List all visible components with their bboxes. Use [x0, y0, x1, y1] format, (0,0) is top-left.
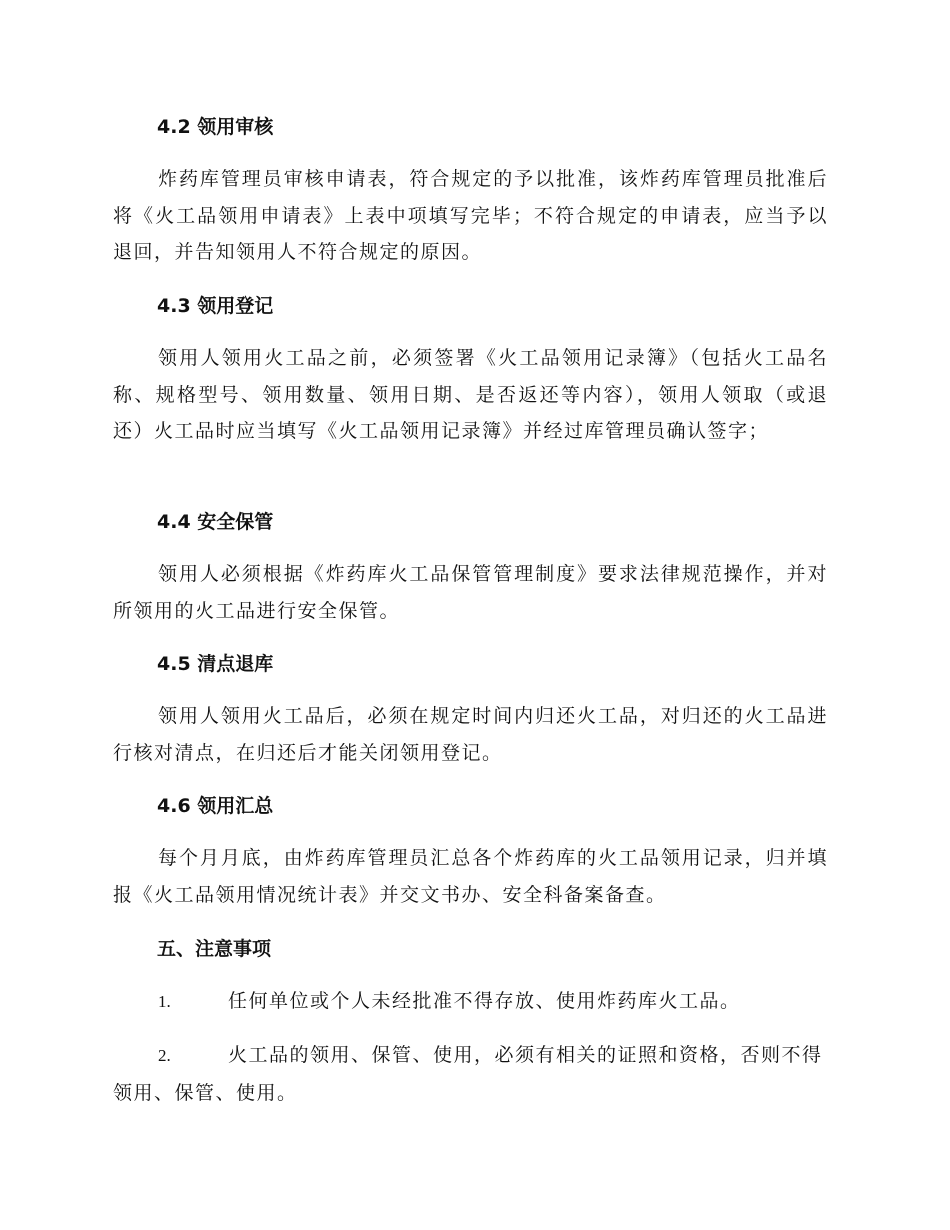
notes-list-item — [113, 1037, 833, 1111]
section-heading-4-3: 4.3 领用登记 — [157, 295, 274, 317]
list-item-number: 1. — [158, 992, 171, 1011]
notes-list-item — [113, 983, 833, 1021]
list-item-number: 2. — [158, 1046, 171, 1065]
section-paragraph-4-3: 领用人领用火工品之前，必须签署《火工品领用记录簿》（包括火工品名称、规格型号、领用数量、领用日期、是否返还等内容），领用人领取（或退还）火工品时应当填写《火工品领用记录簿》并经过库管理员确认签字； — [113, 347, 828, 442]
section-paragraph-4-2: 炸药库管理员审核申请表，符合规定的予以批准，该炸药库管理员批准后将《火工品领用申请表》上表中项填写完毕；不符合规定的申请表，应当予以退回，并告知领用人不符合规定的原因。 — [113, 168, 828, 263]
section-heading-4-6: 4.6 领用汇总 — [157, 795, 274, 817]
section-heading-4-2: 4.2 领用审核 — [157, 116, 274, 138]
section-paragraph-4-6: 每个月月底，由炸药库管理员汇总各个炸药库的火工品领用记录，归并填报《火工品领用情况统计表》并交文书办、安全科备案备查。 — [113, 847, 828, 906]
section-heading-4-5: 4.5 清点退库 — [157, 653, 274, 675]
list-item-text: 火工品的领用、保管、使用，必须有相关的证照和资格，否则不得领用、保管、使用。 — [113, 1044, 823, 1104]
notes-heading: 五、注意事项 — [157, 938, 272, 960]
section-paragraph-4-4: 领用人必须根据《炸药库火工品保管管理制度》要求法律规范操作，并对所领用的火工品进行安全保管。 — [113, 563, 828, 622]
section-heading-4-4: 4.4 安全保管 — [157, 511, 274, 533]
list-item-text: 任何单位或个人未经批准不得存放、使用炸药库火工品。 — [228, 990, 741, 1012]
section-paragraph-4-5: 领用人领用火工品后，必须在规定时间内归还火工品，对归还的火工品进行核对清点，在归还后才能关闭领用登记。 — [113, 705, 828, 764]
